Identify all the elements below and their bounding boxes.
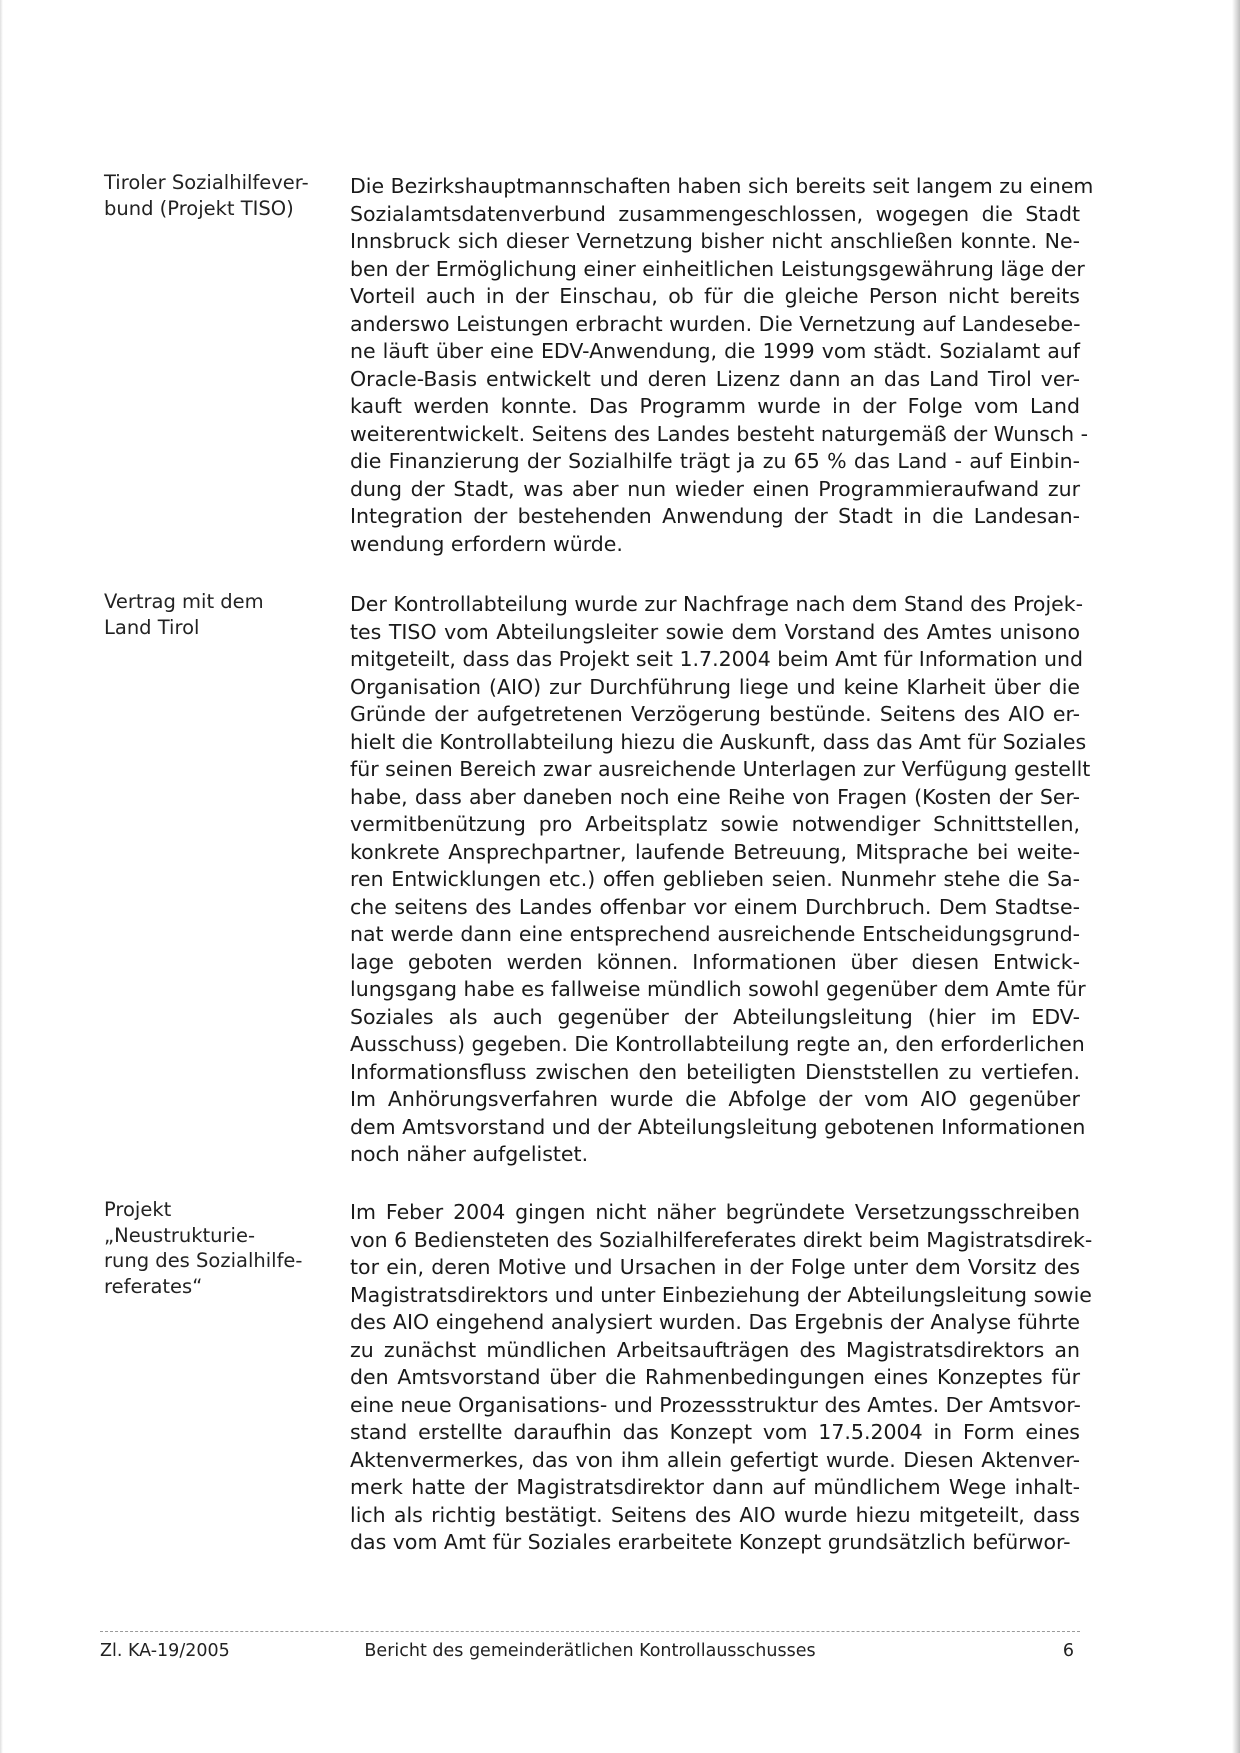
text-line: Die Bezirkshauptmannschaften haben sich bereits seit langem zu einem <box>350 174 1094 198</box>
text-line: lungsgang habe es fallweise mündlich sowohl gegenüber dem Amte für <box>350 977 1086 1001</box>
text-line: lage geboten werden können. Informationen über diesen Entwick- <box>350 949 1080 974</box>
text-line: stand erstellte daraufhin das Konzept vom 17.5.2004 in Form eines <box>350 1420 1080 1444</box>
text-line: Soziales als auch gegenüber der Abteilungsleitung (hier im EDV- <box>350 1004 1080 1029</box>
report-title: Bericht des gemeinderätlichen Kontrollausschusses <box>364 1641 816 1661</box>
margin-label <box>104 170 316 221</box>
paragraph-tiso <box>350 173 1094 558</box>
text-line: dung der Stadt, was aber nun wieder einen Programmieraufwand zur <box>350 476 1080 501</box>
text-line: vermitbenützung pro Arbeitsplatz sowie notwendiger Schnittstellen, <box>350 812 1080 836</box>
text-line: ben der Ermöglichung einer einheitlichen Leistungsgewährung läge der <box>350 256 1085 281</box>
text-line: Oracle-Basis entwickelt und deren Lizenz dann an das Land Tirol ver- <box>350 366 1080 391</box>
text-line: Gründe der aufgetretenen Verzögerung bestünde. Seitens des AIO er- <box>350 702 1080 726</box>
text-line: Im Anhörungsverfahren wurde die Abfolge der vom AIO gegenüber <box>350 1087 1080 1111</box>
text-line: kauft werden konnte. Das Programm wurde in der Folge vom Land <box>350 394 1080 418</box>
text-line: ne läuft über eine EDV-Anwendung, die 1999 vom städt. Sozialamt auf <box>350 339 1080 363</box>
margin-label-text: Tiroler Sozialhilfever- bund (Projekt TISO) <box>104 171 309 220</box>
text-line: nat werde dann eine entsprechend ausreichende Entscheidungsgrund- <box>350 922 1080 946</box>
document-reference: Zl. KA-19/2005 <box>100 1641 230 1661</box>
text-line: noch näher aufgelistet. <box>350 1142 589 1166</box>
margin-label <box>104 589 316 640</box>
text-line: Im Feber 2004 gingen nicht näher begründete Versetzungsschreiben <box>350 1200 1080 1224</box>
text-line: weiterentwickelt. Seitens des Landes besteht naturgemäß der Wunsch - <box>350 421 1089 446</box>
text-line: habe, dass aber daneben noch eine Reihe von Fragen (Kosten der Ser- <box>350 784 1080 809</box>
text-line: das vom Amt für Soziales erarbeitete Konzept grundsätzlich befürwor- <box>350 1530 1071 1554</box>
text-line: für seinen Bereich zwar ausreichende Unterlagen zur Verfügung gestellt <box>350 757 1091 781</box>
text-line: Informationsfluss zwischen den beteiligten Dienststellen zu vertiefen. <box>350 1059 1080 1084</box>
text-line: anderswo Leistungen erbracht wurden. Die Vernetzung auf Landesebe- <box>350 311 1081 336</box>
margin-label-text: Projekt „Neustrukturie- rung des Sozialhilfe- referates“ <box>104 1198 303 1298</box>
paragraph-vertrag <box>350 591 1091 1169</box>
text-line: Aktenvermerkes, das von ihm allein gefertigt wurde. Diesen Aktenver- <box>350 1447 1080 1472</box>
text-line: konkrete Ansprechpartner, laufende Betreuung, Mitsprache bei weite- <box>350 839 1080 864</box>
text-line: merk hatte der Magistratsdirektor dann auf mündlichem Wege inhalt- <box>350 1475 1080 1499</box>
page-number: 6 <box>1062 1641 1074 1661</box>
text-line: dem Amtsvorstand und der Abteilungsleitung gebotenen Informationen <box>350 1114 1086 1139</box>
text-line: des AIO eingehend analysiert wurden. Das Ergebnis der Analyse führte <box>350 1310 1080 1334</box>
text-line: zu zunächst mündlichen Arbeitsaufträgen des Magistratsdirektors an <box>350 1337 1080 1362</box>
scan-edge-left <box>0 0 3 1753</box>
margin-label-text: Vertrag mit dem Land Tirol <box>104 590 264 639</box>
page-footer <box>100 1641 1080 1667</box>
footer-divider <box>100 1631 1080 1632</box>
text-line: Integration der bestehenden Anwendung der Stadt in die Landesan- <box>350 504 1080 528</box>
text-line: lich als richtig bestätigt. Seitens des AIO wurde hiezu mitgeteilt, dass <box>350 1502 1080 1527</box>
text-line: die Finanzierung der Sozialhilfe trägt ja zu 65 % das Land - auf Einbin- <box>350 449 1080 473</box>
text-line: von 6 Bediensteten des Sozialhilfereferates direkt beim Magistratsdirek- <box>350 1227 1093 1252</box>
text-line: Der Kontrollabteilung wurde zur Nachfrage nach dem Stand des Projek- <box>350 592 1084 616</box>
paragraph-neustrukturierung <box>350 1199 1093 1557</box>
text-line: che seitens des Landes offenbar vor einem Durchbruch. Dem Stadtse- <box>350 894 1080 919</box>
text-line: wendung erfordern würde. <box>350 531 623 556</box>
text-line: Organisation (AIO) zur Durchführung liege und keine Klarheit über die <box>350 674 1080 699</box>
text-line: ren Entwicklungen etc.) offen geblieben seien. Nunmehr stehe die Sa- <box>350 867 1080 891</box>
text-line: mitgeteilt, dass das Projekt seit 1.7.2004 beim Amt für Information und <box>350 647 1083 671</box>
margin-label <box>104 1197 316 1299</box>
text-line: Sozialamtsdatenverbund zusammengeschlossen, wogegen die Stadt <box>350 201 1080 226</box>
text-line: tor ein, deren Motive und Ursachen in der Folge unter dem Vorsitz des <box>350 1255 1080 1279</box>
text-line: eine neue Organisations- und Prozessstruktur des Amtes. Der Amtsvor- <box>350 1392 1081 1417</box>
text-line: tes TISO vom Abteilungsleiter sowie dem Vorstand des Amtes unisono <box>350 619 1080 644</box>
text-line: Vorteil auch in der Einschau, ob für die gleiche Person nicht bereits <box>350 284 1080 308</box>
scan-edge-right <box>1232 0 1240 1753</box>
text-line: Magistratsdirektors und unter Einbeziehung der Abteilungsleitung sowie <box>350 1282 1092 1307</box>
text-line: Ausschuss) gegeben. Die Kontrollabteilung regte an, den erforderlichen <box>350 1032 1085 1056</box>
text-line: hielt die Kontrollabteilung hiezu die Auskunft, dass das Amt für Soziales <box>350 729 1087 754</box>
text-line: den Amtsvorstand über die Rahmenbedingungen eines Konzeptes für <box>350 1365 1080 1389</box>
text-line: Innsbruck sich dieser Vernetzung bisher nicht anschließen konnte. Ne- <box>350 229 1080 253</box>
